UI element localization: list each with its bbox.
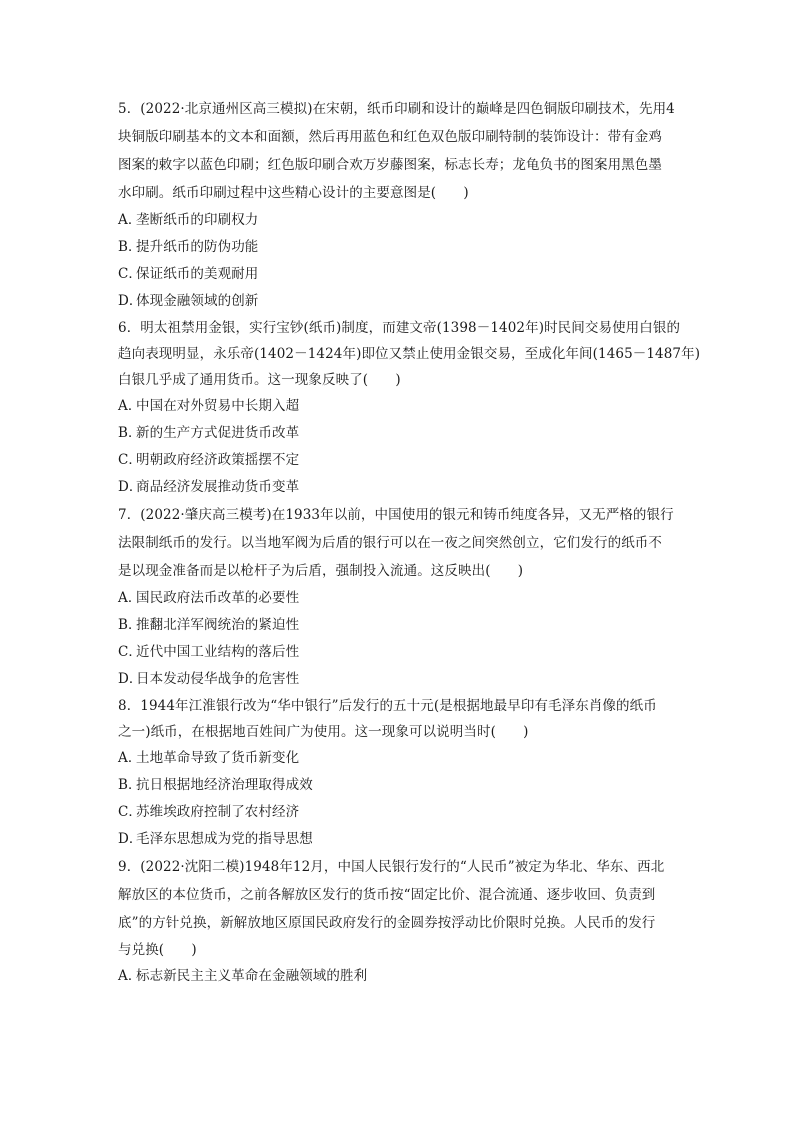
question-7-option-c (118, 639, 678, 666)
option-label: A． (118, 750, 142, 766)
question-5-option-c (118, 261, 678, 288)
option-label: B． (118, 777, 142, 793)
question-7-option-b (118, 612, 678, 639)
question-5-stem-line-2: 块铜版印刷基本的文本和面额，然后再用蓝色和红色双色版印刷特制的装饰设计：带有金鸡 (118, 129, 662, 145)
question-9-option-a (118, 963, 678, 990)
question-8-stem-line-1: 8．1944年江淮银行改为“华中银行”后发行的五十元(是根据地最早印有毛泽东肖像的纸币 (118, 698, 657, 714)
question-7-stem-line-3: 是以现金准备而是以枪杆子为后盾，强制投入流通。这反映出( ) (118, 563, 524, 579)
question-7-option-a (118, 585, 678, 612)
question-5-stem-line-1: 5．(2022·北京通州区高三模拟)在宋朝，纸币印刷和设计的巅峰是四色铜版印刷技术，先用4 (118, 101, 675, 117)
question-5 (118, 95, 678, 315)
question-5-option-b (118, 234, 678, 261)
question-8-option-d (118, 826, 678, 853)
option-label: C． (118, 804, 143, 820)
option-text: 近代中国工业结构的落后性 (136, 644, 300, 660)
question-6 (118, 315, 701, 501)
question-9-stem-line-3: 底”的方针兑换，新解放地区原国民政府发行的金圆券按浮动比价限时兑换。人民币的发行 (118, 915, 656, 931)
question-5-stem-line-4: 水印刷。纸币印刷过程中这些精心设计的主要意图是( ) (118, 185, 469, 201)
question-7-stem-line-2: 法限制纸币的发行。以当地军阀为后盾的银行可以在一夜之间突然创立，它们发行的纸币不 (118, 535, 662, 551)
option-text: 商品经济发展推动货币变革 (136, 479, 300, 495)
option-label: C． (118, 644, 143, 660)
option-text: 新的生产方式促进货币改革 (136, 425, 300, 441)
option-text: 提升纸币的防伪功能 (136, 239, 259, 255)
option-label: D． (118, 293, 143, 309)
option-text: 日本发动侵华战争的危害性 (136, 671, 300, 687)
option-text: 标志新民主主义革命在金融领域的胜利 (136, 968, 368, 984)
question-8-option-c (118, 799, 678, 826)
option-label: D． (118, 831, 143, 847)
question-8-option-a (118, 745, 678, 772)
option-label: A． (118, 398, 142, 414)
option-label: D． (118, 671, 143, 687)
question-9-stem-line-4: 与兑换( ) (118, 942, 197, 958)
option-text: 中国在对外贸易中长期入超 (136, 398, 300, 414)
question-8-option-b (118, 772, 678, 799)
option-label: B． (118, 239, 142, 255)
option-text: 保证纸币的美观耐用 (136, 266, 259, 282)
question-8 (118, 693, 678, 853)
question-8-stem-line-2: 之一)纸币，在根据地百姓间广为使用。这一现象可以说明当时( ) (118, 724, 529, 740)
question-6-option-d (118, 474, 678, 501)
question-5-option-a (118, 207, 678, 234)
option-text: 体现金融领域的创新 (136, 293, 259, 309)
option-label: A． (118, 590, 142, 606)
option-text: 土地革命导致了货币新变化 (136, 750, 300, 766)
question-6-option-a (118, 393, 678, 420)
question-9 (118, 853, 678, 990)
question-6-stem-line-2: 趋向表现明显，永乐帝(1402－1424年)即位又禁止使用金银交易，至成化年间(1465－1487年) (118, 346, 701, 362)
question-6-option-b (118, 420, 678, 447)
question-5-option-d (118, 288, 678, 315)
question-9-stem-line-1: 9．(2022·沈阳二模)1948年12月，中国人民银行发行的“人民币”被定为华北、华东、西北 (118, 859, 665, 875)
option-text: 苏维埃政府控制了农村经济 (136, 804, 300, 820)
option-label: D． (118, 479, 143, 495)
question-6-option-c (118, 447, 678, 474)
question-6-stem-line-3: 白银几乎成了通用货币。这一现象反映了( ) (118, 372, 401, 388)
option-text: 国民政府法币改革的必要性 (136, 590, 300, 606)
option-label: B． (118, 425, 142, 441)
option-text: 明朝政府经济政策摇摆不定 (136, 452, 300, 468)
option-label: A． (118, 968, 142, 984)
option-label: C． (118, 452, 143, 468)
question-6-stem-line-1: 6．明太祖禁用金银，实行宝钞(纸币)制度，而建文帝(1398－1402年)时民间交易使用白银的 (118, 320, 681, 336)
option-text: 垄断纸币的印刷权力 (136, 212, 259, 228)
question-9-stem-line-2: 解放区的本位货币，之前各解放区发行的货币按“固定比价、混合流通、逐步收回、负责到 (118, 887, 656, 903)
question-7-stem-line-1: 7．(2022·肇庆高三模考)在1933年以前，中国使用的银元和铸币纯度各异，又无严格的银行 (118, 507, 674, 523)
option-text: 推翻北洋军阀统治的紧迫性 (136, 617, 300, 633)
exam-page (118, 95, 701, 990)
question-7-option-d (118, 666, 678, 693)
option-label: B． (118, 617, 142, 633)
option-label: C． (118, 266, 143, 282)
question-7 (118, 501, 678, 693)
option-label: A． (118, 212, 142, 228)
option-text: 毛泽东思想成为党的指导思想 (136, 831, 313, 847)
question-5-stem-line-3: 图案的敕字以蓝色印刷；红色版印刷合欢万岁藤图案，标志长寿；龙龟负书的图案用黑色墨 (118, 157, 662, 173)
option-text: 抗日根据地经济治理取得成效 (136, 777, 313, 793)
